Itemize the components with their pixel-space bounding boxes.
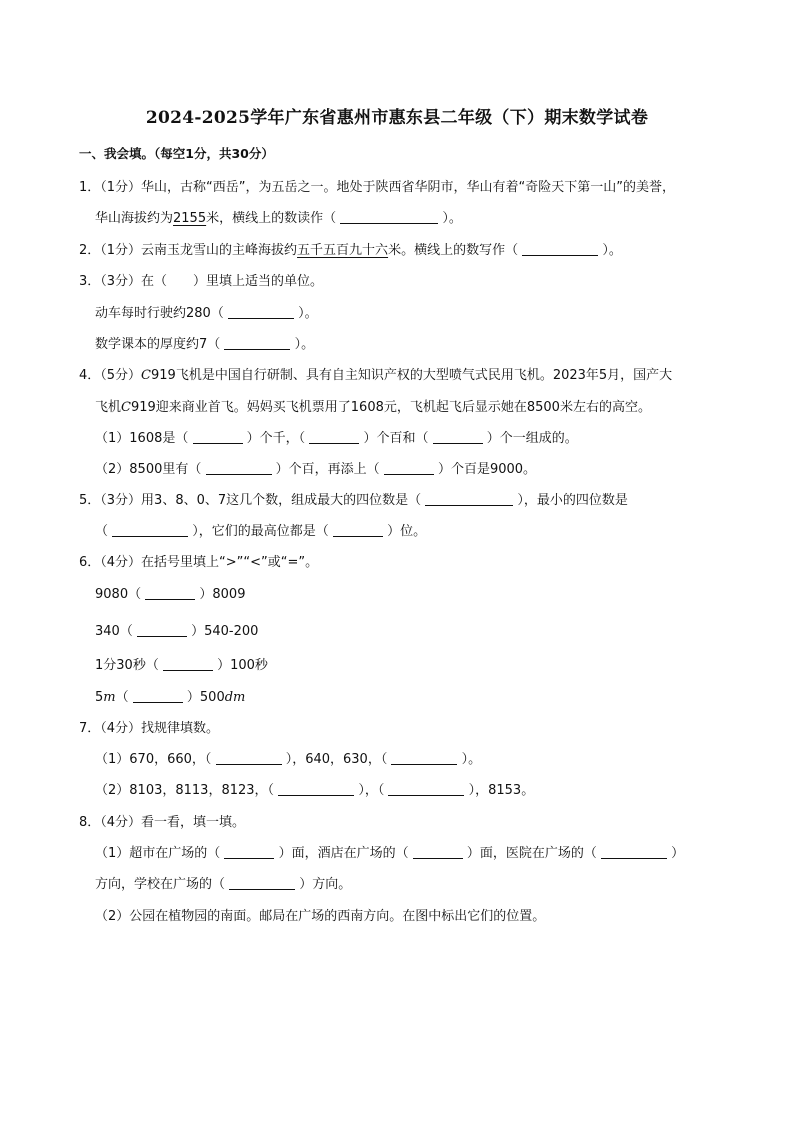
q4-sub1-text: （1）1608是（ [95,431,189,446]
q6-r4-unit-dm: dm [224,690,246,705]
q7-blank-1[interactable] [216,751,282,765]
q1-answer-blank[interactable] [340,210,438,224]
q4-sub1-text4: ）个一组成的。 [486,431,578,446]
q6-r4-text: （ [115,690,129,705]
q4-sub2-text3: ）个百是9000。 [437,462,537,477]
q4-blank-4[interactable] [206,461,272,475]
q8-blank-3[interactable] [601,845,667,859]
q8-line2 [95,842,684,861]
q3-line3 [95,333,314,352]
q4-sub1-text2: ）个千，（ [246,431,306,446]
q4-italic-c2: C [121,400,131,415]
q5-blank-3[interactable] [333,523,383,537]
q6-r1-text: 9080（ [95,587,142,602]
q2-underlined-number: 五千五百九十六 [297,243,389,258]
q7-line1: 7．（4分）找规律填数。 [79,721,220,736]
q7-sub2-text2: ），（ [358,783,385,798]
q3-text: 动车每时行驶约280（ [95,306,224,321]
q4-blank-5[interactable] [384,461,434,475]
q7-blank-4[interactable] [388,782,464,796]
q3-blank-1[interactable] [228,305,294,319]
q4-italic-c: C [141,368,151,383]
q2-text: 2．（1分）云南玉龙雪山的主峰海拔约 [79,243,298,258]
q1-line2 [95,207,462,226]
q6-r3-text: 1分30秒（ [95,658,159,673]
q6-r1-text2: ）8009 [199,587,246,602]
q3-blank-2[interactable] [224,336,290,350]
q3-line1: 3．（3分）在（ ）里填上适当的单位。 [79,274,324,289]
q6-row4 [95,686,245,705]
section-heading: 一、我会填。（每空1分，共30分） [79,146,274,161]
q5-blank-1[interactable] [425,492,513,506]
q8-blank-4[interactable] [229,876,295,890]
q7-sub1-text2: ），640，630，（ [285,752,388,767]
q4-blank-2[interactable] [309,430,359,444]
q5-line1 [79,489,628,508]
q7-line3 [95,779,534,798]
q6-row1 [95,583,245,602]
q8-line4: （2）公园在植物园的南面。邮局在广场的西南方向。在图中标出它们的位置。 [95,909,546,924]
q4-blank-3[interactable] [433,430,483,444]
q5-text5: ）位。 [387,524,427,539]
q4-sub2-text: （2）8500里有（ [95,462,202,477]
q1-text: 华山海拔约为 [95,211,174,226]
q6-blank-2[interactable] [137,623,187,637]
q7-sub1-text: （1）670，660，（ [95,752,212,767]
exam-title: 2024-2025学年广东省惠州市惠东县二年级（下）期末数学试卷 [145,108,649,128]
q7-line2 [95,748,481,767]
q8-text5: 方向，学校在广场的（ [95,877,226,892]
q8-line3 [95,873,351,892]
q6-r2-text2: ）540-200 [191,624,259,639]
q1-text3: ）。 [442,211,462,226]
q4-text3: 飞机 [95,400,122,415]
q7-blank-3[interactable] [278,782,354,796]
q6-blank-3[interactable] [163,657,213,671]
q4-sub1-text3: ）个百和（ [363,431,429,446]
q2-text2: 米。横线上的数写作（ [388,243,519,258]
q7-sub2-text3: ），8153。 [468,783,535,798]
q3-text2: ）。 [298,306,318,321]
q6-r4-num: 5 [95,690,104,705]
q5-blank-2[interactable] [112,523,188,537]
q4-line4 [95,458,536,477]
q6-row3 [95,654,268,673]
q4-text: 4．（5分） [79,368,142,383]
q6-r3-text2: ）100秒 [217,658,268,673]
q6-r2-text: 340（ [95,624,133,639]
q4-sub2-text2: ）个百，再添上（ [275,462,380,477]
q8-line1: 8．（4分）看一看，填一填。 [79,815,246,830]
q2-line1 [79,239,622,258]
q3-line2 [95,302,318,321]
q8-blank-1[interactable] [224,845,274,859]
q1-text2: 米，横线上的数读作（ [206,211,337,226]
q5-line2 [95,520,426,539]
q5-text3: （ [95,524,109,539]
q1-number: 2155 [173,211,207,226]
q3-text4: ）。 [294,337,315,352]
q4-text2: 919飞机是中国自行研制、具有自主知识产权的大型喷气式民用飞机。2023年5月，国产大 [151,368,673,383]
q4-text4: 919迎来商业首飞。妈妈买飞机票用了1608元，飞机起飞后显示她在8500米左右的高空。 [130,400,651,415]
q7-sub2-text: （2）8103，8113，8123，（ [95,783,275,798]
q4-line2 [95,396,651,415]
q8-blank-2[interactable] [413,845,463,859]
q6-r4-text2: ）500 [186,690,225,705]
q8-sub1-text4: ） [671,846,685,861]
q5-text2: ），最小的四位数是 [517,493,628,508]
q5-text: 5．（3分）用3、8、0、7这几个数，组成最大的四位数是（ [79,493,422,508]
q6-r4-unit-m: m [103,690,116,705]
q4-blank-1[interactable] [193,430,243,444]
q7-blank-2[interactable] [391,751,457,765]
q4-line1 [79,364,672,383]
q3-text3: 数学课本的厚度约7（ [95,337,221,352]
q8-sub1-text: （1）超市在广场的（ [95,846,221,861]
q6-blank-1[interactable] [145,586,195,600]
q1-line1: 1．（1分）华山，古称“西岳”，为五岳之一。地处于陕西省华阴市，华山有着“奇险天下第一山”的美誉， [79,180,675,195]
q2-text3: ）。 [602,243,622,258]
q2-answer-blank[interactable] [522,242,598,256]
q6-row2 [95,620,258,639]
q8-sub1-text2: ）面，酒店在广场的（ [278,846,409,861]
q4-line3 [95,427,578,446]
q6-blank-4[interactable] [133,689,183,703]
q8-sub1-text3: ）面，医院在广场的（ [466,846,597,861]
q7-sub1-text3: ）。 [461,752,482,767]
q6-line1: 6．（4分）在括号里填上“>”“<”或“=”。 [79,555,319,570]
q8-text6: ）方向。 [299,877,352,892]
q5-text4: ），它们的最高位都是（ [192,524,329,539]
